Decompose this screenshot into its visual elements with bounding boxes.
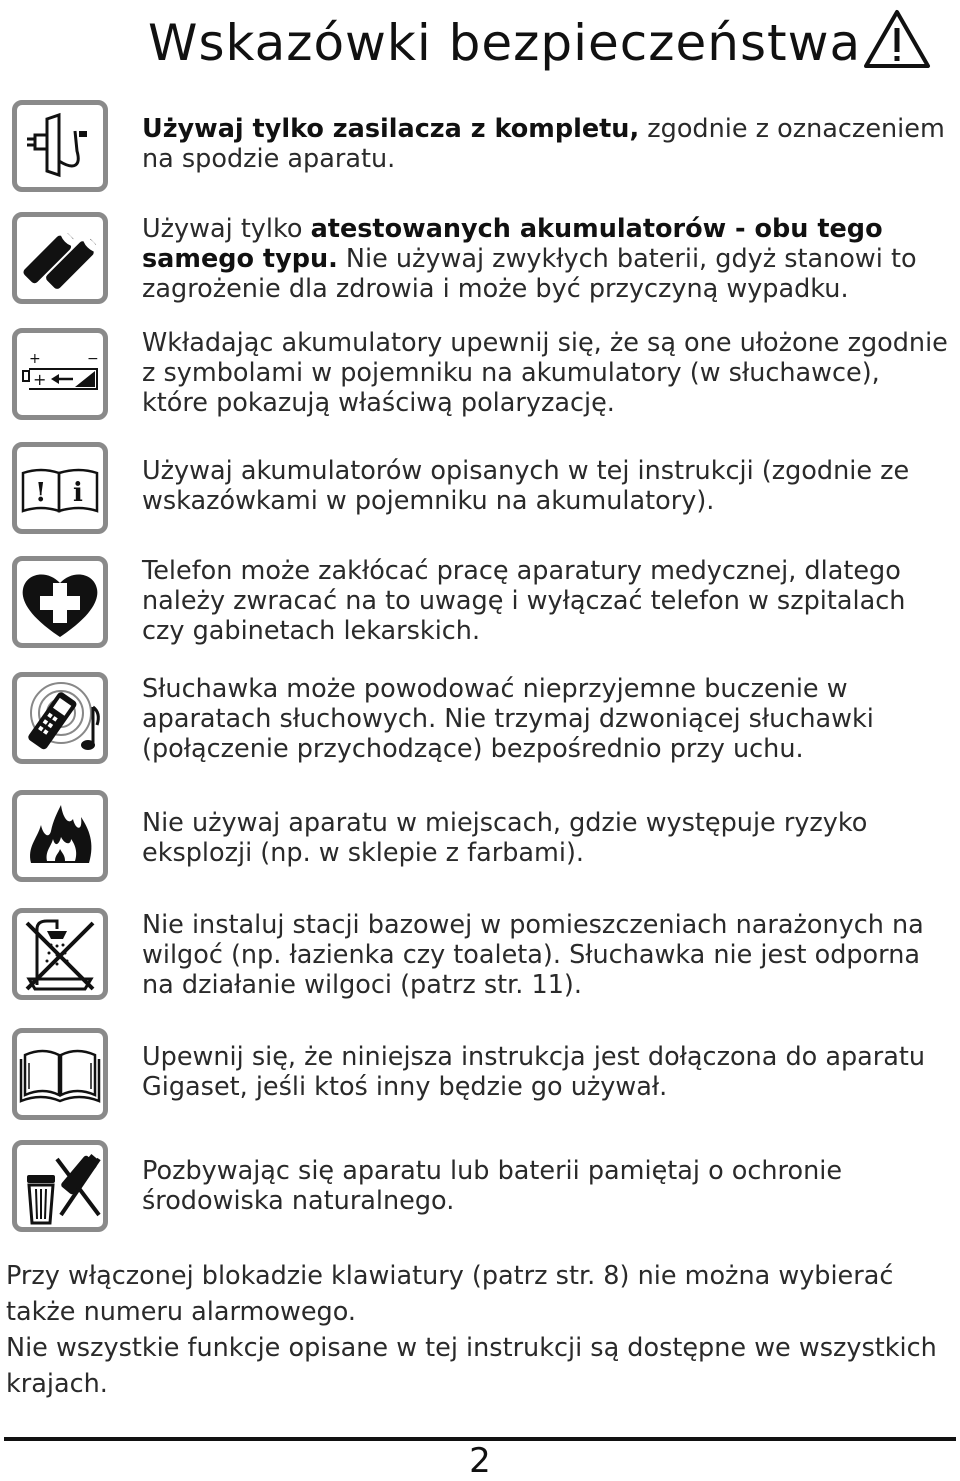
warning-triangle-icon	[862, 8, 932, 70]
hearing-aid-ringing-icon	[12, 672, 108, 764]
rechargeable-battery-icon	[12, 212, 108, 304]
footer-note-availability: Nie wszystkie funkcje opisane w tej instrukcji są dostępne we wszystkich krajach.	[6, 1333, 937, 1399]
safety-text-7: Nie instaluj stacji bazowej w pomieszczeniach narażonych na wilgoć (np. łazienka czy toaleta). Słuchawka nie jest odporna na działanie wilgoci (patrz str. 11).	[142, 910, 924, 1000]
safety-text-2: Wkładając akumulatory upewnij się, że są one ułożone zgodnie z symbolami w pojemniku na akumulatory (w słuchawce), które pokazują właściwą polaryzację.	[142, 328, 948, 418]
page-title: Wskazówki bezpieczeństwa	[148, 14, 862, 72]
svg-text:i: i	[73, 478, 83, 508]
safety-text-1: Używaj tylko atestowanych akumulatorów - obu tego samego typu. Nie używaj zwykłych baterii, gdyż stanowi to zagrożenie dla zdrowia i może być przyczyną wypadku.	[142, 214, 917, 304]
power-adapter-icon	[12, 100, 108, 192]
open-book-icon	[12, 1028, 108, 1120]
battery-polarity-icon	[12, 328, 108, 420]
safety-text-0: Używaj tylko zasilacza z kompletu, zgodnie z oznaczeniem na spodzie aparatu.	[142, 114, 945, 174]
no-shower-icon	[12, 908, 108, 1000]
explosion-flame-icon	[12, 790, 108, 882]
footer-note-keylock: Przy włączonej blokadzie klawiatury (patrz str. 8) nie można wybierać także numeru alarmowego.	[6, 1261, 894, 1327]
page-number: 2	[469, 1441, 491, 1481]
battery-disposal-bin-icon	[12, 1140, 108, 1232]
svg-text:!: !	[35, 478, 47, 508]
medical-heart-cross-icon	[12, 556, 108, 648]
safety-text-5: Słuchawka może powodować nieprzyjemne buczenie w aparatach słuchowych. Nie trzymaj dzwoniącej słuchawki (połączenie przychodzące) bezpośrednio przy uchu.	[142, 674, 874, 764]
safety-text-4: Telefon może zakłócać pracę aparatury medycznej, dlatego należy zwracać na to uwagę i wyłączać telefon w szpitalach czy gabinetach lekarskich.	[142, 556, 906, 646]
safety-text-8: Upewnij się, że niniejsza instrukcja jest dołączona do aparatu Gigaset, jeśli ktoś inny będzie go używał.	[142, 1042, 926, 1102]
svg-text:+: +	[33, 370, 47, 389]
safety-text-9: Pozbywając się aparatu lub baterii pamiętaj o ochronie środowiska naturalnego.	[142, 1156, 843, 1216]
safety-text-6: Nie używaj aparatu w miejscach, gdzie występuje ryzyko eksplozji (np. w sklepie z farbami).	[142, 808, 868, 868]
manual-info-icon	[12, 442, 108, 534]
svg-text:−: −	[87, 351, 99, 367]
safety-text-3: Używaj akumulatorów opisanych w tej instrukcji (zgodnie ze wskazówkami w pojemniku na akumulatory).	[142, 456, 910, 516]
svg-text:+: +	[29, 351, 41, 367]
